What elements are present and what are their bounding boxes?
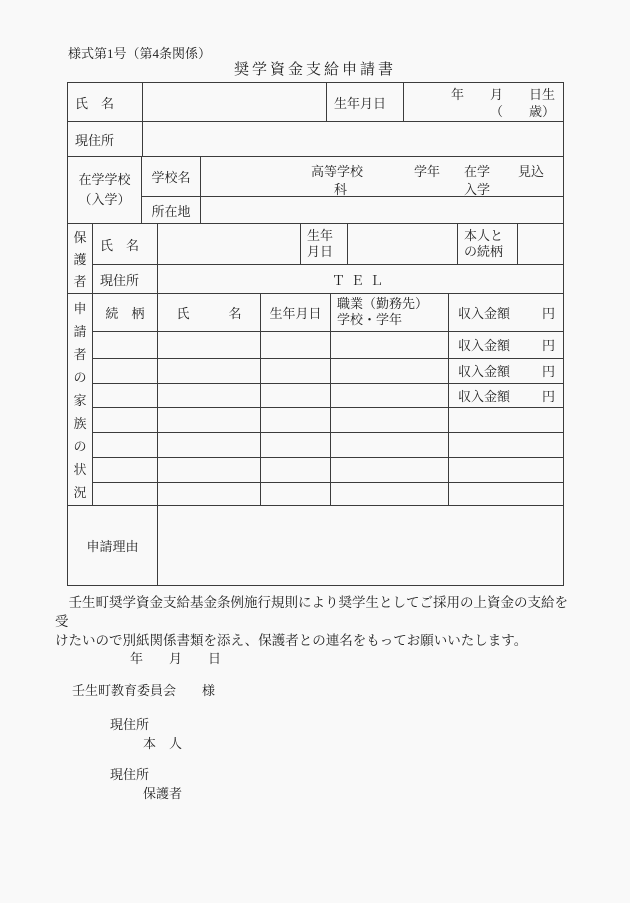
applicant-address-row [68, 121, 563, 156]
school-section-label [68, 157, 142, 223]
family-name-field[interactable] [157, 332, 260, 358]
family-relation-field[interactable] [93, 433, 157, 457]
guardian-signature-label: 保護者 [143, 786, 183, 801]
income-preprint-label: 収入金額 [458, 305, 511, 321]
family-name-field[interactable] [157, 458, 260, 482]
pledge-paragraph [55, 593, 575, 650]
family-row [93, 331, 563, 358]
guardian-relation-field[interactable] [517, 224, 563, 264]
guardian-name-row [93, 224, 563, 264]
family-name-field[interactable] [157, 359, 260, 383]
applicant-birth-label: 生年月日 [326, 83, 403, 121]
applicant-address-label: 現住所 [75, 132, 115, 148]
family-birth-field[interactable] [260, 483, 330, 505]
form-title: 奨学資金支給申請書 [233, 62, 396, 78]
income-preprint-unit: 円 [541, 338, 555, 354]
family-birth-field[interactable] [260, 433, 330, 457]
family-birth-field[interactable] [260, 359, 330, 383]
guardian-section [68, 223, 563, 293]
family-birth-field[interactable] [260, 384, 330, 408]
family-relation-header: 続 柄 [105, 305, 145, 321]
family-row [93, 482, 563, 505]
family-label-char: 況 [73, 485, 87, 500]
family-birth-header: 生年月日 [260, 294, 330, 331]
family-relation-field[interactable] [93, 458, 157, 482]
family-row [93, 457, 563, 482]
family-job-field[interactable] [330, 458, 448, 482]
family-label-char: 家 [73, 393, 87, 408]
family-row [93, 358, 563, 383]
school-preprint-expected: 見込 [518, 164, 545, 179]
family-row [93, 432, 563, 457]
family-relation-field[interactable] [93, 384, 157, 408]
family-name-header: 氏 名 [157, 294, 260, 331]
family-income-field[interactable] [448, 483, 563, 505]
family-label-char: 族 [73, 416, 87, 431]
family-vertical-label [68, 294, 93, 505]
income-preprint-unit: 円 [541, 305, 555, 321]
guardian-address-label: 現住所 [100, 272, 140, 288]
reason-label: 申請理由 [86, 539, 139, 554]
family-label-char: の [73, 439, 87, 454]
guardian-address-row [93, 264, 563, 293]
applicant-birth-field[interactable] [403, 83, 563, 121]
family-label-char: 者 [73, 347, 87, 362]
guardian-relation-label-line2: の続柄 [464, 244, 504, 260]
income-preprint-label: 収入金額 [458, 364, 511, 380]
tel-preprint-label: ＴＥＬ [331, 272, 389, 288]
guardian-label-char: 者 [73, 273, 87, 289]
guardian-birth-label [300, 224, 347, 264]
school-preprint-grade: 学年 [414, 164, 441, 179]
reason-row [68, 505, 563, 585]
school-preprint-highschool: 高等学校 [311, 164, 364, 179]
family-name-field[interactable] [157, 384, 260, 408]
family-section-body [93, 294, 563, 505]
family-job-header [330, 294, 448, 331]
family-row [93, 383, 563, 408]
family-job-header-line1: 職業（勤務先） [337, 296, 429, 312]
guardian-relation-label-line1: 本人と [464, 228, 504, 244]
applicant-name-field[interactable] [142, 83, 326, 121]
school-preprint-enrolled: 在学 [464, 164, 491, 179]
family-income-field[interactable] [448, 359, 563, 383]
income-preprint-label: 収入金額 [458, 338, 511, 354]
guardian-label-char: 保 [73, 230, 87, 246]
school-section-body [142, 157, 563, 223]
family-name-field[interactable] [157, 433, 260, 457]
pledge-line1: 壬生町奨学資金支給基金条例施行規則により奨学生としてご採用の上資金の支給を受 [55, 595, 568, 629]
family-income-field[interactable] [448, 433, 563, 457]
family-job-header-line2: 学校・学年 [337, 312, 403, 328]
family-row [93, 407, 563, 432]
guardian-birth-field[interactable] [347, 224, 457, 264]
school-section-label-line2: （入学） [78, 192, 131, 207]
family-label-char: の [73, 370, 87, 385]
family-job-field[interactable] [330, 483, 448, 505]
family-relation-field[interactable] [93, 408, 157, 432]
income-preprint-unit: 円 [541, 389, 555, 405]
school-preprint-admission: 入学 [464, 182, 491, 197]
birth-preprint-line1: 年 月 日生 [450, 87, 555, 102]
guardian-relation-label [457, 224, 517, 264]
guardian-name-label: 氏 名 [100, 237, 140, 253]
family-birth-field[interactable] [260, 332, 330, 358]
family-job-field[interactable] [330, 359, 448, 383]
guardian-address-signature-label: 現住所 [110, 767, 150, 782]
guardian-address-tel-field[interactable] [157, 265, 563, 293]
family-relation-field[interactable] [93, 359, 157, 383]
pledge-line2: けたいので別紙関係書類を添え、保護者との連名をもってお願いいたします。 [55, 633, 528, 648]
addressee-line: 壬生町教育委員会 様 [72, 683, 216, 698]
family-job-field[interactable] [330, 433, 448, 457]
family-label-char: 請 [73, 324, 87, 339]
family-job-field[interactable] [330, 408, 448, 432]
school-section [68, 156, 563, 223]
school-name-row [142, 157, 563, 196]
reason-field[interactable] [157, 506, 563, 585]
applicant-name-label: 氏 名 [75, 95, 115, 111]
school-section-label-line1: 在学学校 [78, 172, 131, 187]
family-name-field[interactable] [157, 483, 260, 505]
family-income-field[interactable] [448, 294, 563, 331]
family-birth-field[interactable] [260, 408, 330, 432]
guardian-vertical-label [68, 224, 93, 293]
guardian-name-field[interactable] [157, 224, 300, 264]
school-location-label: 所在地 [151, 203, 191, 219]
guardian-birth-label-line1: 生年 [307, 228, 334, 244]
family-header-row [93, 294, 563, 331]
family-income-field[interactable] [448, 408, 563, 432]
applicant-address-signature-label: 現住所 [110, 717, 150, 732]
income-preprint-label: 収入金額 [458, 389, 511, 405]
guardian-birth-label-line2: 月日 [307, 244, 334, 260]
guardian-section-body [93, 224, 563, 293]
school-preprint-department: 科 [334, 182, 348, 197]
family-income-field[interactable] [448, 384, 563, 408]
family-section [68, 293, 563, 505]
birth-preprint-line2: （ 歳） [489, 104, 555, 119]
family-relation-field[interactable] [93, 483, 157, 505]
school-name-label: 学校名 [151, 170, 191, 186]
family-income-field[interactable] [448, 332, 563, 358]
income-preprint-unit: 円 [541, 364, 555, 380]
family-income-field[interactable] [448, 458, 563, 482]
school-location-row [142, 196, 563, 223]
guardian-label-char: 護 [73, 251, 87, 267]
school-location-field[interactable] [200, 197, 563, 223]
family-job-field[interactable] [330, 384, 448, 408]
application-table [67, 82, 564, 586]
applicant-address-field[interactable] [142, 122, 563, 156]
family-birth-field[interactable] [260, 458, 330, 482]
family-label-char: 状 [73, 462, 87, 477]
family-relation-field[interactable] [93, 332, 157, 358]
school-name-field[interactable] [200, 157, 563, 196]
family-label-char: 申 [73, 301, 87, 316]
family-name-field[interactable] [157, 408, 260, 432]
applicant-name-row [68, 83, 563, 121]
form-number: 様式第1号（第4条関係） [68, 46, 212, 61]
applicant-signature-label: 本 人 [143, 736, 183, 751]
date-line: 年 月 日 [130, 651, 222, 666]
family-job-field[interactable] [330, 332, 448, 358]
